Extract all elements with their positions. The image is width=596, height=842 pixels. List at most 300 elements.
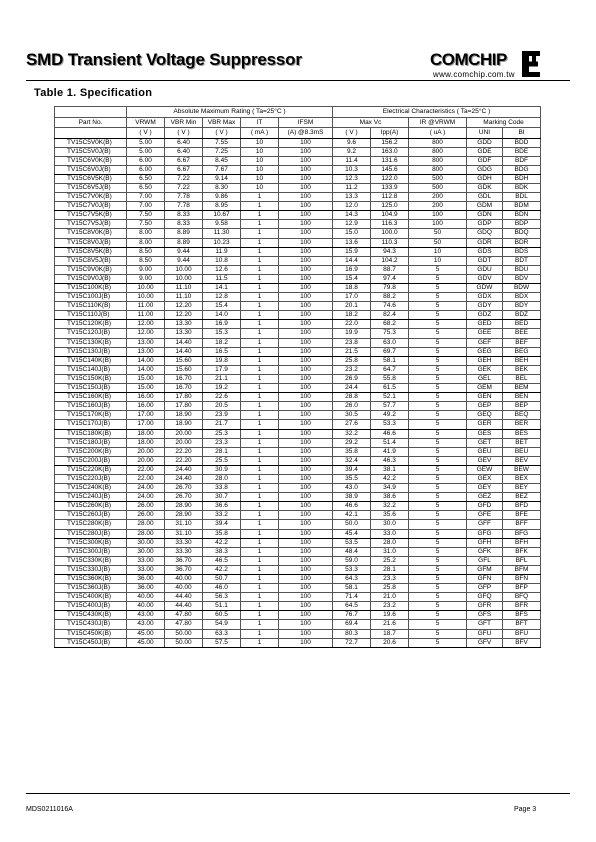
table-cell: GEV: [467, 456, 503, 465]
table-cell: 100.0: [371, 229, 409, 238]
table-cell: 20.6: [371, 638, 409, 647]
table-cell: 9.00: [127, 274, 165, 283]
table-cell: 31.0: [371, 547, 409, 556]
table-cell: 116.3: [371, 220, 409, 229]
table-cell: 26.00: [127, 511, 165, 520]
table-cell: 10: [241, 165, 279, 174]
table-cell: 125.0: [371, 202, 409, 211]
table-cell: 1: [241, 393, 279, 402]
table-cell: GDQ: [467, 229, 503, 238]
table-cell: 5: [409, 438, 467, 447]
table-cell: 9.00: [127, 265, 165, 274]
table-cell: 5: [409, 429, 467, 438]
table-row: [55, 602, 541, 611]
part-number-cell: TV15C170K(B): [55, 411, 127, 420]
document-number: MDS0211016A: [26, 806, 73, 813]
table-cell: 57.5: [203, 638, 241, 647]
table-cell: 24.00: [127, 484, 165, 493]
table-cell: 42.1: [333, 511, 371, 520]
table-row: [55, 502, 541, 511]
table-cell: 1: [241, 556, 279, 565]
table-cell: 79.8: [371, 284, 409, 293]
table-row: [55, 538, 541, 547]
table-cell: 50: [409, 238, 467, 247]
table-cell: 100: [279, 429, 333, 438]
table-row: [55, 356, 541, 365]
table-row: [55, 165, 541, 174]
table-cell: 15.60: [165, 356, 203, 365]
table-cell: GDG: [467, 165, 503, 174]
table-cell: GFV: [467, 638, 503, 647]
table-cell: 11.00: [127, 311, 165, 320]
table-cell: 6.40: [165, 147, 203, 156]
table-cell: 100: [279, 402, 333, 411]
table-cell: 12.6: [203, 265, 241, 274]
table-cell: 100: [279, 311, 333, 320]
table-cell: 5: [409, 320, 467, 329]
table-cell: 50: [409, 229, 467, 238]
table-cell: 80.3: [333, 629, 371, 638]
table-cell: 5: [409, 329, 467, 338]
table-cell: 5: [409, 602, 467, 611]
table-cell: 100: [279, 265, 333, 274]
table-cell: 46.6: [333, 502, 371, 511]
table-cell: GDK: [467, 183, 503, 192]
table-cell: 5: [409, 575, 467, 584]
table-cell: 22.6: [203, 393, 241, 402]
table-cell: 1: [241, 629, 279, 638]
table-cell: 20.1: [333, 302, 371, 311]
table-cell: 10.00: [165, 274, 203, 283]
table-cell: 13.00: [127, 347, 165, 356]
table-row: [55, 347, 541, 356]
table-cell: 100: [409, 211, 467, 220]
table-cell: 8.30: [203, 183, 241, 192]
table-cell: 32.4: [333, 456, 371, 465]
table-cell: 15.4: [333, 274, 371, 283]
table-cell: 38.6: [371, 493, 409, 502]
table-row: [55, 183, 541, 192]
table-cell: 38.1: [371, 465, 409, 474]
table-cell: 5: [409, 284, 467, 293]
unit-cell: ( V ): [333, 128, 371, 139]
brand-name: COMCHIP: [430, 50, 507, 69]
table-cell: 19.9: [333, 329, 371, 338]
table-cell: 11.2: [333, 183, 371, 192]
table-cell: 1: [241, 247, 279, 256]
table-cell: 17.9: [203, 365, 241, 374]
table-row: [55, 411, 541, 420]
table-cell: 8.33: [165, 220, 203, 229]
table-cell: 14.00: [127, 356, 165, 365]
table-cell: 7.78: [165, 202, 203, 211]
table-cell: GFH: [467, 538, 503, 547]
part-number-cell: TV15C330K(B): [55, 556, 127, 565]
table-cell: 88.2: [371, 293, 409, 302]
table-cell: 12.20: [165, 302, 203, 311]
table-cell: 5: [409, 393, 467, 402]
table-cell: 20.00: [165, 438, 203, 447]
table-cell: 5: [409, 265, 467, 274]
unit-cell: ( V ): [127, 128, 165, 139]
table-cell: 100: [279, 238, 333, 247]
table-row: [55, 465, 541, 474]
table-cell: BEE: [503, 329, 541, 338]
table-cell: 11.5: [203, 274, 241, 283]
table-cell: 11.10: [165, 293, 203, 302]
table-cell: 25.5: [203, 456, 241, 465]
table-cell: 100: [279, 284, 333, 293]
table-cell: GDZ: [467, 311, 503, 320]
table-cell: BEV: [503, 456, 541, 465]
table-cell: GDD: [467, 138, 503, 147]
table-cell: 12.8: [203, 293, 241, 302]
table-cell: 100: [279, 529, 333, 538]
table-cell: 1: [241, 338, 279, 347]
table-cell: 1: [241, 220, 279, 229]
table-row: [55, 265, 541, 274]
table-cell: 30.00: [127, 547, 165, 556]
table-cell: BFQ: [503, 593, 541, 602]
col-header: Marking Code: [467, 117, 541, 128]
table-cell: 36.70: [165, 556, 203, 565]
table-cell: 1: [241, 511, 279, 520]
table-cell: BEH: [503, 356, 541, 365]
table-row: [55, 311, 541, 320]
table-cell: 25.8: [333, 356, 371, 365]
table-cell: GFK: [467, 547, 503, 556]
table-cell: 800: [409, 147, 467, 156]
part-number-cell: TV15C300J(B): [55, 547, 127, 556]
col-header: Max Vc: [333, 117, 409, 128]
table-cell: 36.6: [203, 502, 241, 511]
table-cell: GEP: [467, 402, 503, 411]
table-cell: 63.3: [203, 629, 241, 638]
table-cell: 100: [279, 274, 333, 283]
table-row: [55, 575, 541, 584]
table-cell: 82.4: [371, 311, 409, 320]
table-cell: 13.6: [333, 238, 371, 247]
table-cell: 88.7: [371, 265, 409, 274]
table-cell: 1: [241, 384, 279, 393]
part-number-cell: TV15C8V0K(B): [55, 229, 127, 238]
table-cell: 100: [279, 556, 333, 565]
table-cell: 100: [279, 193, 333, 202]
table-cell: 100: [279, 493, 333, 502]
table-cell: 47.80: [165, 611, 203, 620]
table-cell: 14.40: [165, 347, 203, 356]
table-cell: 100: [279, 256, 333, 265]
table-cell: 100: [279, 611, 333, 620]
table-cell: 46.3: [371, 456, 409, 465]
table-cell: GDE: [467, 147, 503, 156]
table-cell: 28.0: [203, 474, 241, 483]
table-row: [55, 520, 541, 529]
table-cell: 5: [409, 547, 467, 556]
table-cell: BER: [503, 420, 541, 429]
table-cell: BEF: [503, 338, 541, 347]
part-number-cell: TV15C450J(B): [55, 638, 127, 647]
table-cell: 22.0: [333, 320, 371, 329]
comchip-logo: [430, 48, 542, 82]
table-cell: 16.9: [333, 265, 371, 274]
table-cell: BDD: [503, 138, 541, 147]
table-cell: 28.1: [371, 565, 409, 574]
table-row: [55, 420, 541, 429]
part-number-cell: TV15C150J(B): [55, 384, 127, 393]
table-cell: 19.2: [203, 384, 241, 393]
table-cell: 45.00: [127, 629, 165, 638]
table-cell: 17.80: [165, 402, 203, 411]
table-cell: 48.4: [333, 547, 371, 556]
table-cell: GED: [467, 320, 503, 329]
table-cell: 13.30: [165, 320, 203, 329]
table-cell: GEF: [467, 338, 503, 347]
table-cell: GEU: [467, 447, 503, 456]
table-cell: GEX: [467, 474, 503, 483]
table-cell: 36.00: [127, 584, 165, 593]
table-cell: 69.7: [371, 347, 409, 356]
table-cell: 5: [409, 420, 467, 429]
table-cell: 24.4: [333, 384, 371, 393]
part-number-cell: TV15C300K(B): [55, 538, 127, 547]
part-no-header: Part No.: [55, 117, 127, 128]
blank-cell: [55, 128, 127, 139]
table-cell: 24.40: [165, 465, 203, 474]
abs-max-rating-header: Absolute Maximum Rating ( Ta=25°C ): [127, 107, 333, 118]
table-cell: 1: [241, 575, 279, 584]
table-cell: BFH: [503, 538, 541, 547]
table-cell: 16.70: [165, 374, 203, 383]
table-cell: GDN: [467, 211, 503, 220]
page-title: SMD Transient Voltage Suppressor: [26, 50, 302, 69]
table-cell: 14.0: [203, 311, 241, 320]
table-cell: BFD: [503, 502, 541, 511]
table-units-row: [55, 128, 541, 139]
table-cell: GFM: [467, 565, 503, 574]
table-row: [55, 493, 541, 502]
table-cell: 50.00: [165, 629, 203, 638]
table-cell: 100: [279, 202, 333, 211]
table-cell: GFU: [467, 629, 503, 638]
table-cell: 75.3: [371, 329, 409, 338]
table-cell: 23.2: [333, 365, 371, 374]
table-cell: GEM: [467, 384, 503, 393]
table-row: [55, 547, 541, 556]
table-cell: BFR: [503, 602, 541, 611]
table-cell: 100: [279, 165, 333, 174]
table-cell: BDZ: [503, 311, 541, 320]
table-cell: 18.00: [127, 429, 165, 438]
table-cell: 5: [409, 502, 467, 511]
table-cell: BEZ: [503, 493, 541, 502]
table-cell: BFT: [503, 620, 541, 629]
part-number-cell: TV15C360J(B): [55, 584, 127, 593]
table-cell: GFP: [467, 584, 503, 593]
col-header: IR @VRWM: [409, 117, 467, 128]
table-cell: 10.3: [333, 165, 371, 174]
part-number-cell: TV15C260K(B): [55, 502, 127, 511]
part-number-cell: TV15C8V5K(B): [55, 247, 127, 256]
part-number-cell: TV15C130J(B): [55, 347, 127, 356]
table-cell: 1: [241, 611, 279, 620]
table-cell: 9.44: [165, 256, 203, 265]
table-cell: 6.00: [127, 156, 165, 165]
table-cell: 24.00: [127, 493, 165, 502]
table-cell: 23.3: [371, 575, 409, 584]
table-cell: 19.6: [371, 611, 409, 620]
table-cell: GET: [467, 438, 503, 447]
table-row: [55, 174, 541, 183]
table-cell: 21.6: [371, 620, 409, 629]
corner-cell: [55, 107, 127, 118]
table-cell: 17.80: [165, 393, 203, 402]
table-cell: 5: [409, 465, 467, 474]
part-number-cell: TV15C160K(B): [55, 393, 127, 402]
col-header: IT: [241, 117, 279, 128]
table-cell: 12.9: [333, 220, 371, 229]
table-cell: GDL: [467, 193, 503, 202]
table-cell: 8.89: [165, 229, 203, 238]
table-cell: 17.0: [333, 293, 371, 302]
table-cell: 10.00: [127, 284, 165, 293]
table-cell: 104.2: [371, 256, 409, 265]
table-cell: 15.60: [165, 365, 203, 374]
table-cell: 1: [241, 320, 279, 329]
part-number-cell: TV15C430J(B): [55, 620, 127, 629]
table-cell: 33.00: [127, 556, 165, 565]
table-cell: 58.1: [333, 584, 371, 593]
table-cell: BEP: [503, 402, 541, 411]
table-cell: BFL: [503, 556, 541, 565]
table-cell: 50.00: [165, 638, 203, 647]
table-cell: 500: [409, 183, 467, 192]
table-cell: 8.00: [127, 229, 165, 238]
table-cell: 1: [241, 593, 279, 602]
table-cell: 200: [409, 193, 467, 202]
table-cell: BFM: [503, 565, 541, 574]
table-cell: 11.00: [127, 302, 165, 311]
table-cell: BEM: [503, 384, 541, 393]
table-cell: 42.2: [203, 538, 241, 547]
table-cell: 7.50: [127, 211, 165, 220]
table-cell: 163.0: [371, 147, 409, 156]
table-column-header-row: [55, 117, 541, 128]
table-cell: 5.00: [127, 147, 165, 156]
table-cell: 30.9: [203, 465, 241, 474]
part-number-cell: TV15C100J(B): [55, 293, 127, 302]
table-cell: GER: [467, 420, 503, 429]
table-cell: 33.8: [203, 484, 241, 493]
table-cell: 7.55: [203, 138, 241, 147]
table-cell: 25.2: [371, 556, 409, 565]
table-cell: 35.6: [371, 511, 409, 520]
table-cell: GDM: [467, 202, 503, 211]
table-cell: 38.3: [203, 547, 241, 556]
table-cell: BEU: [503, 447, 541, 456]
table-cell: 18.90: [165, 411, 203, 420]
table-cell: 1: [241, 229, 279, 238]
table-cell: 1: [241, 474, 279, 483]
table-cell: 1: [241, 538, 279, 547]
part-number-cell: TV15C360K(B): [55, 575, 127, 584]
table-cell: 100: [279, 547, 333, 556]
table-cell: BDX: [503, 293, 541, 302]
table-cell: 1: [241, 602, 279, 611]
table-cell: GEK: [467, 365, 503, 374]
table-cell: 18.00: [127, 438, 165, 447]
table-cell: 9.2: [333, 147, 371, 156]
part-number-cell: TV15C180J(B): [55, 438, 127, 447]
table-cell: 11.4: [333, 156, 371, 165]
part-number-cell: TV15C130K(B): [55, 338, 127, 347]
table-cell: 39.4: [203, 520, 241, 529]
table-cell: 100: [279, 502, 333, 511]
table-cell: 57.7: [371, 402, 409, 411]
table-cell: 5: [409, 293, 467, 302]
table-cell: 5: [409, 447, 467, 456]
table-cell: 8.89: [165, 238, 203, 247]
table-cell: GFF: [467, 520, 503, 529]
table-cell: 31.10: [165, 529, 203, 538]
part-number-cell: TV15C280K(B): [55, 520, 127, 529]
table-cell: 104.9: [371, 211, 409, 220]
table-cell: GDH: [467, 174, 503, 183]
part-number-cell: TV15C5V0J(B): [55, 147, 127, 156]
table-cell: 5: [409, 311, 467, 320]
table-cell: 10.00: [165, 265, 203, 274]
table-cell: 5: [409, 611, 467, 620]
table-cell: 1: [241, 402, 279, 411]
table-cell: 6.67: [165, 165, 203, 174]
table-cell: 100: [279, 320, 333, 329]
table-cell: BDW: [503, 284, 541, 293]
table-cell: 18.7: [371, 629, 409, 638]
table-cell: 33.0: [371, 529, 409, 538]
table-cell: GEY: [467, 484, 503, 493]
part-number-cell: TV15C450K(B): [55, 629, 127, 638]
table-cell: 12.0: [333, 202, 371, 211]
table-cell: 20.00: [127, 456, 165, 465]
table-cell: GDX: [467, 293, 503, 302]
table-cell: 5: [409, 584, 467, 593]
table-cell: 42.2: [203, 565, 241, 574]
table-cell: BDM: [503, 202, 541, 211]
table-cell: 26.0: [333, 402, 371, 411]
table-cell: 10: [241, 183, 279, 192]
table-cell: 100: [279, 365, 333, 374]
table-cell: 18.2: [203, 338, 241, 347]
table-cell: 500: [409, 174, 467, 183]
table-cell: 100: [279, 474, 333, 483]
table-cell: 5: [409, 365, 467, 374]
table-row: [55, 374, 541, 383]
table-cell: 72.7: [333, 638, 371, 647]
table-cell: 20.00: [127, 447, 165, 456]
table-cell: GFR: [467, 602, 503, 611]
table-cell: 10: [409, 247, 467, 256]
table-cell: BFE: [503, 511, 541, 520]
table-cell: 6.00: [127, 165, 165, 174]
table-cell: 45.00: [127, 638, 165, 647]
table-cell: BEW: [503, 465, 541, 474]
table-cell: 64.3: [333, 575, 371, 584]
table-cell: 58.1: [371, 356, 409, 365]
table-cell: 11.9: [203, 247, 241, 256]
table-cell: 5: [409, 565, 467, 574]
table-cell: 100: [279, 174, 333, 183]
table-cell: 16.00: [127, 402, 165, 411]
